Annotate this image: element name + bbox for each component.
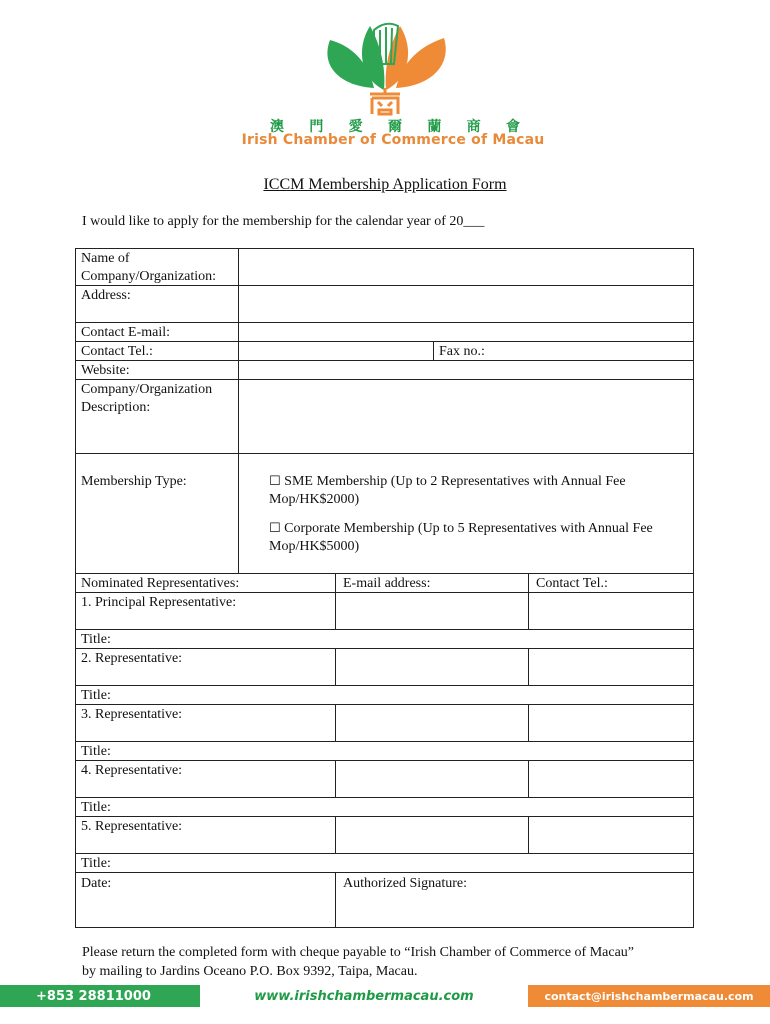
- shang-character: [370, 88, 400, 114]
- footer-email-link[interactable]: contact@irishchambermacau.com: [528, 985, 770, 1007]
- contact-email-label: Contact E-mail:: [81, 325, 171, 340]
- form-title: ICCM Membership Application Form: [263, 176, 507, 193]
- corporate-membership-option[interactable]: [269, 520, 679, 556]
- rep-title-label: Title:: [81, 744, 111, 759]
- column-divider: [433, 341, 434, 360]
- rep-tel-field[interactable]: [529, 649, 693, 685]
- address-field[interactable]: [239, 286, 693, 322]
- return-instructions: [82, 943, 722, 981]
- rep-title-label: Title:: [81, 856, 111, 871]
- chinese-char: 澳: [270, 119, 284, 135]
- address-label: Address:: [81, 288, 131, 303]
- english-org-name: Irish Chamber of Commerce of Macau: [241, 132, 545, 148]
- rep-tel-field[interactable]: [529, 705, 693, 741]
- contact-footer-bar: [0, 985, 770, 1007]
- chinese-char: 蘭: [427, 119, 442, 135]
- intro-text[interactable]: I would like to apply for the membership for the calendar year of 20___: [82, 214, 485, 229]
- rep-title-label: Title:: [81, 632, 111, 647]
- return-instructions-line2: by mailing to Jardins Oceano P.O. Box 9392, Taipa, Macau.: [82, 964, 418, 979]
- row-divider: [75, 853, 694, 854]
- nominated-reps-header: Nominated Representatives:: [81, 576, 240, 591]
- rep-email-field[interactable]: [336, 649, 528, 685]
- application-form-table: [75, 248, 694, 928]
- fax-label: Fax no.:: [439, 344, 485, 359]
- rep-email-field[interactable]: [336, 593, 528, 629]
- row-divider: [75, 741, 694, 742]
- sme-checkbox[interactable]: ☐: [269, 474, 281, 489]
- fax-field[interactable]: [515, 342, 693, 360]
- row-divider: [75, 629, 694, 630]
- company-name-label: Name of Company/Organization:: [81, 251, 217, 284]
- signature-field[interactable]: [336, 893, 693, 927]
- membership-type-label: Membership Type:: [81, 474, 187, 489]
- rep-label: 3. Representative:: [81, 707, 183, 722]
- rep-label: 2. Representative:: [81, 651, 183, 666]
- row-divider: [75, 872, 694, 873]
- corporate-checkbox[interactable]: ☐: [269, 521, 281, 536]
- chinese-char: 商: [466, 119, 481, 135]
- row-divider: [75, 797, 694, 798]
- contact-email-field[interactable]: [239, 323, 693, 341]
- rep-title-label: Title:: [81, 688, 111, 703]
- chinese-char: 門: [309, 119, 324, 135]
- rep-tel-field[interactable]: [529, 817, 693, 853]
- rep-label: 4. Representative:: [81, 763, 183, 778]
- rep-label: 5. Representative:: [81, 819, 183, 834]
- row-divider: [75, 573, 694, 574]
- return-instructions-line1: Please return the completed form with cheque payable to “Irish Chamber of Commerce of Macau”: [82, 945, 635, 960]
- row-divider: [75, 685, 694, 686]
- chinese-char: 愛: [348, 119, 363, 135]
- lotus-logo: [0, 0, 770, 116]
- description-field[interactable]: [239, 380, 693, 453]
- footer-website-link[interactable]: www.irishchambermacau.com: [200, 985, 528, 1007]
- authorized-signature-label: Authorized Signature:: [343, 876, 468, 891]
- sme-membership-text: SME Membership (Up to 2 Representatives with Annual Fee Mop/HK$2000): [269, 474, 626, 507]
- table-border: [75, 927, 694, 928]
- description-label: Company/Organization Description:: [81, 382, 213, 415]
- sme-membership-option[interactable]: [269, 473, 679, 509]
- website-label: Website:: [81, 363, 130, 378]
- table-border: [693, 248, 694, 928]
- rep-label: 1. Principal Representative:: [81, 595, 237, 610]
- date-field[interactable]: [76, 893, 334, 927]
- contact-tel-field[interactable]: [239, 342, 433, 360]
- rep-tel-field[interactable]: [529, 761, 693, 797]
- email-address-header: E-mail address:: [343, 576, 431, 591]
- rep-title-label: Title:: [81, 800, 111, 815]
- chinese-char: 爾: [387, 119, 402, 135]
- rep-tel-field[interactable]: [529, 593, 693, 629]
- corporate-membership-text: Corporate Membership (Up to 5 Representatives with Annual Fee Mop/HK$5000): [269, 521, 653, 554]
- row-divider: [75, 453, 694, 454]
- footer-phone: +853 28811000: [36, 988, 151, 1004]
- chinese-char: 會: [505, 119, 520, 135]
- contact-tel-header: Contact Tel.:: [536, 576, 608, 591]
- contact-tel-label: Contact Tel.:: [81, 344, 153, 359]
- rep-email-field[interactable]: [336, 705, 528, 741]
- rep-email-field[interactable]: [336, 817, 528, 853]
- website-field[interactable]: [239, 361, 693, 379]
- date-label: Date:: [81, 876, 112, 891]
- table-border: [75, 248, 76, 928]
- rep-email-field[interactable]: [336, 761, 528, 797]
- company-name-field[interactable]: [239, 249, 693, 285]
